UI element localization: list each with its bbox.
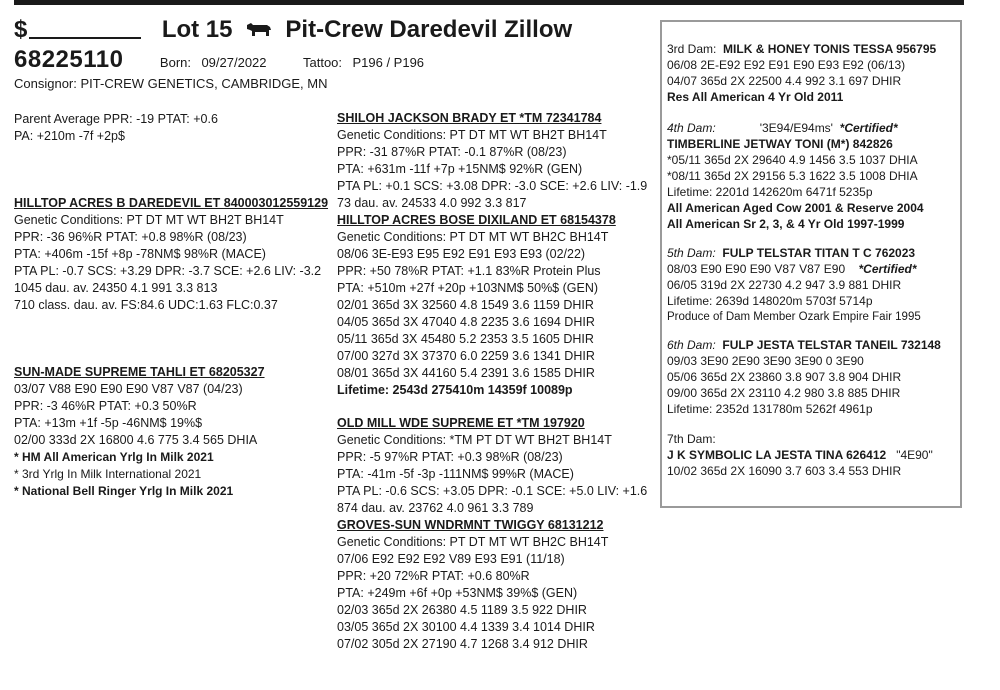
cow-icon xyxy=(245,21,273,37)
lot-number: Lot 15 xyxy=(161,16,233,43)
sire-line: PPR: -36 96%R PTAT: +0.8 98%R (08/23) xyxy=(14,230,247,244)
fourth-dam-code: '3E94/E94ms' xyxy=(759,121,833,135)
d5-line: 06/05 319d 2X 22730 4.2 947 3.9 881 DHIR xyxy=(667,278,902,292)
dd-line: PPR: +20 72%R PTAT: +0.6 80%R xyxy=(337,569,530,583)
top-rule xyxy=(14,0,964,5)
d4-line: Lifetime: 2201d 142620m 6471f 5235p xyxy=(667,185,873,199)
sd-line: 07/00 327d 3X 37370 6.0 2259 3.6 1341 DHIR xyxy=(337,349,595,363)
price-dollar: $ xyxy=(14,16,28,43)
lot-header xyxy=(14,16,572,44)
sire-line: PTA PL: -0.7 SCS: +3.29 DPR: -3.7 SCE: +2.6 LIV: -3.2 xyxy=(14,264,322,278)
dam-dam-name: GROVES-SUN WNDRMNT TWIGGY 68131212 xyxy=(337,518,604,532)
ss-line: 73 dau. av. 24533 4.0 992 3.3 817 xyxy=(337,196,527,210)
dam-line: PPR: -3 46%R PTAT: +0.3 50%R xyxy=(14,399,197,413)
fourth-dam-label: 4th Dam: xyxy=(667,121,716,135)
d6-line: Lifetime: 2352d 131780m 5262f 4961p xyxy=(667,402,873,416)
ss-line: Genetic Conditions: PT DT MT WT BH2T BH14T xyxy=(337,128,607,142)
seventh-dam-name: J K SYMBOLIC LA JESTA TINA 626412 xyxy=(667,448,887,462)
d3-honor: Res All American 4 Yr Old 2011 xyxy=(667,90,844,104)
ds-line: 874 dau. av. 23762 4.0 961 3.3 789 xyxy=(337,501,534,515)
ds-line: PTA PL: -0.6 SCS: +3.05 DPR: -0.1 SCE: +5.0 LIV: +1.6 xyxy=(337,484,648,498)
fifth-dam-classification: 08/03 E90 E90 E90 V87 V87 E90 xyxy=(667,262,846,276)
fifth-dam-name: FULP TELSTAR TITAN T C 762023 xyxy=(722,246,916,260)
dd-line: 03/05 365d 2X 30100 4.4 1339 3.4 1014 DHIR xyxy=(337,620,595,634)
d6-line: 09/00 365d 2X 23110 4.2 980 3.8 885 DHIR xyxy=(667,386,901,400)
sd-line: PPR: +50 78%R PTAT: +1.1 83%R Protein Plus xyxy=(337,264,601,278)
fifth-dam xyxy=(667,245,921,325)
price-blank xyxy=(29,37,141,39)
d6-line: 09/03 3E90 2E90 3E90 3E90 0 3E90 xyxy=(667,354,864,368)
consignor: Consignor: PIT-CREW GENETICS, CAMBRIDGE, MN xyxy=(14,76,328,91)
third-dam xyxy=(667,41,936,105)
pa-line: PA: +210m -7f +2p$ xyxy=(14,129,125,143)
seventh-dam xyxy=(667,431,933,479)
dam-pedigree-block xyxy=(337,415,647,653)
d7-line: 10/02 365d 2X 16090 3.7 603 3.4 553 DHIR xyxy=(667,464,902,478)
sire-line: 710 class. dau. av. FS:84.6 UDC:1.63 FLC:0.37 xyxy=(14,298,278,312)
seventh-dam-label: 7th Dam: xyxy=(667,432,716,446)
sire-block xyxy=(14,195,328,314)
ss-line: PTA: +631m -11f +7p +15NM$ 92%R (GEN) xyxy=(337,162,583,176)
d5-line: Lifetime: 2639d 148020m 5703f 5714p xyxy=(667,294,873,308)
fourth-dam-cert: *Certified* xyxy=(839,121,898,135)
seventh-dam-code: "4E90" xyxy=(896,448,933,462)
sire-line: 1045 dau. av. 24350 4.1 991 3.3 813 xyxy=(14,281,218,295)
dam-block xyxy=(14,364,265,500)
sixth-dam xyxy=(667,337,941,417)
sd-line: 08/01 365d 3X 44160 5.4 2391 3.6 1585 DHIR xyxy=(337,366,595,380)
parent-average: Parent Average PPR: -19 PTAT: +0.6 xyxy=(14,112,218,126)
ds-line: PTA: -41m -5f -3p -111NM$ 99%R (MACE) xyxy=(337,467,574,481)
dam-line: 03/07 V88 E90 E90 E90 V87 V87 (04/23) xyxy=(14,382,243,396)
sire-name: HILLTOP ACRES B DAREDEVIL ET 840003012559129 xyxy=(14,196,329,210)
sire-sire-name: SHILOH JACKSON BRADY ET *TM 72341784 xyxy=(337,111,602,125)
d5-honor: Produce of Dam Member Ozark Empire Fair 1995 xyxy=(667,311,921,323)
third-dam-name: MILK & HONEY TONIS TESSA 956795 xyxy=(723,42,937,56)
d4-honor: All American Sr 2, 3, & 4 Yr Old 1997-1999 xyxy=(667,217,905,231)
sd-line: 02/01 365d 3X 32560 4.8 1549 3.6 1159 DHIR xyxy=(337,298,594,312)
ss-line: PPR: -31 87%R PTAT: -0.1 87%R (08/23) xyxy=(337,145,567,159)
sd-line: 08/06 3E-E93 E95 E92 E91 E93 E93 (02/22) xyxy=(337,247,586,261)
d4-line: *05/11 365d 2X 29640 4.9 1456 3.5 1037 DHIA xyxy=(667,153,918,167)
dd-line: 02/03 365d 2X 26380 4.5 1189 3.5 922 DHIR xyxy=(337,603,587,617)
sd-line: PTA: +510m +27f +20p +103NM$ 50%$ (GEN) xyxy=(337,281,599,295)
left-column xyxy=(14,111,218,145)
dd-line: Genetic Conditions: PT DT MT WT BH2C BH14T xyxy=(337,535,609,549)
born-date: 09/27/2022 xyxy=(201,55,267,70)
sd-lifetime: Lifetime: 2543d 275410m 14359f 10089p xyxy=(337,383,573,397)
d3-line: 04/07 365d 2X 22500 4.4 992 3.1 697 DHIR xyxy=(667,74,902,88)
dam-honor: * 3rd Yrlg In Milk International 2021 xyxy=(14,467,202,481)
d4-line: *08/11 365d 2X 29156 5.3 1622 3.5 1008 DHIA xyxy=(667,169,918,183)
sd-line: 05/11 365d 3X 45480 5.2 2353 3.5 1605 DHIR xyxy=(337,332,594,346)
registration-row xyxy=(14,46,424,74)
ss-line: PTA PL: +0.1 SCS: +3.08 DPR: -3.0 SCE: +2.6 LIV: -1.9 xyxy=(337,179,648,193)
d3-line: 06/08 2E-E92 E92 E91 E90 E93 E92 (06/13) xyxy=(667,58,906,72)
dam-sire-name: OLD MILL WDE SUPREME ET *TM 197920 xyxy=(337,416,585,430)
fifth-dam-label: 5th Dam: xyxy=(667,246,716,260)
sire-dam-name: HILLTOP ACRES BOSE DIXILAND ET 68154378 xyxy=(337,213,616,227)
d6-line: 05/06 365d 2X 23860 3.8 907 3.8 904 DHIR xyxy=(667,370,902,384)
third-dam-label: 3rd Dam: xyxy=(667,42,717,56)
sire-line: Genetic Conditions: PT DT MT WT BH2T BH14T xyxy=(14,213,284,227)
dam-line: 02/00 333d 2X 16800 4.6 775 3.4 565 DHIA xyxy=(14,433,258,447)
dd-line: PTA: +249m +6f +0p +53NM$ 39%$ (GEN) xyxy=(337,586,578,600)
d4-honor: All American Aged Cow 2001 & Reserve 2004 xyxy=(667,201,924,215)
sixth-dam-label: 6th Dam: xyxy=(667,338,716,352)
sixth-dam-name: FULP JESTA TELSTAR TANEIL 732148 xyxy=(722,338,941,352)
born-label: Born: xyxy=(159,55,191,70)
fourth-dam-name: TIMBERLINE JETWAY TONI (M*) 842826 xyxy=(667,137,893,151)
ds-line: Genetic Conditions: *TM PT DT WT BH2T BH14T xyxy=(337,433,612,447)
animal-name: Pit-Crew Daredevil Zillow xyxy=(285,16,573,43)
dd-line: 07/02 305d 2X 27190 4.7 1268 3.4 912 DHIR xyxy=(337,637,588,651)
sd-line: 04/05 365d 3X 47040 4.8 2235 3.6 1694 DHIR xyxy=(337,315,595,329)
middle-column xyxy=(337,110,647,399)
sd-line: Genetic Conditions: PT DT MT WT BH2C BH14T xyxy=(337,230,609,244)
dam-honor: * National Bell Ringer Yrlg In Milk 2021 xyxy=(14,484,234,498)
dam-honor: * HM All American Yrlg In Milk 2021 xyxy=(14,450,214,464)
dam-line: PTA: +13m +1f -5p -46NM$ 19%$ xyxy=(14,416,203,430)
tattoo-label: Tattoo: xyxy=(302,55,343,70)
registration-number: 68225110 xyxy=(14,46,124,73)
fourth-dam xyxy=(667,120,924,232)
tattoo-value: P196 / P196 xyxy=(352,55,425,70)
dam-name: SUN-MADE SUPREME TAHLI ET 68205327 xyxy=(14,365,265,379)
dd-line: 07/06 E92 E92 E92 V89 E93 E91 (11/18) xyxy=(337,552,565,566)
fifth-dam-cert: *Certified* xyxy=(858,262,917,276)
ds-line: PPR: -5 97%R PTAT: +0.3 98%R (08/23) xyxy=(337,450,563,464)
sire-line: PTA: +406m -15f +8p -78NM$ 98%R (MACE) xyxy=(14,247,266,261)
